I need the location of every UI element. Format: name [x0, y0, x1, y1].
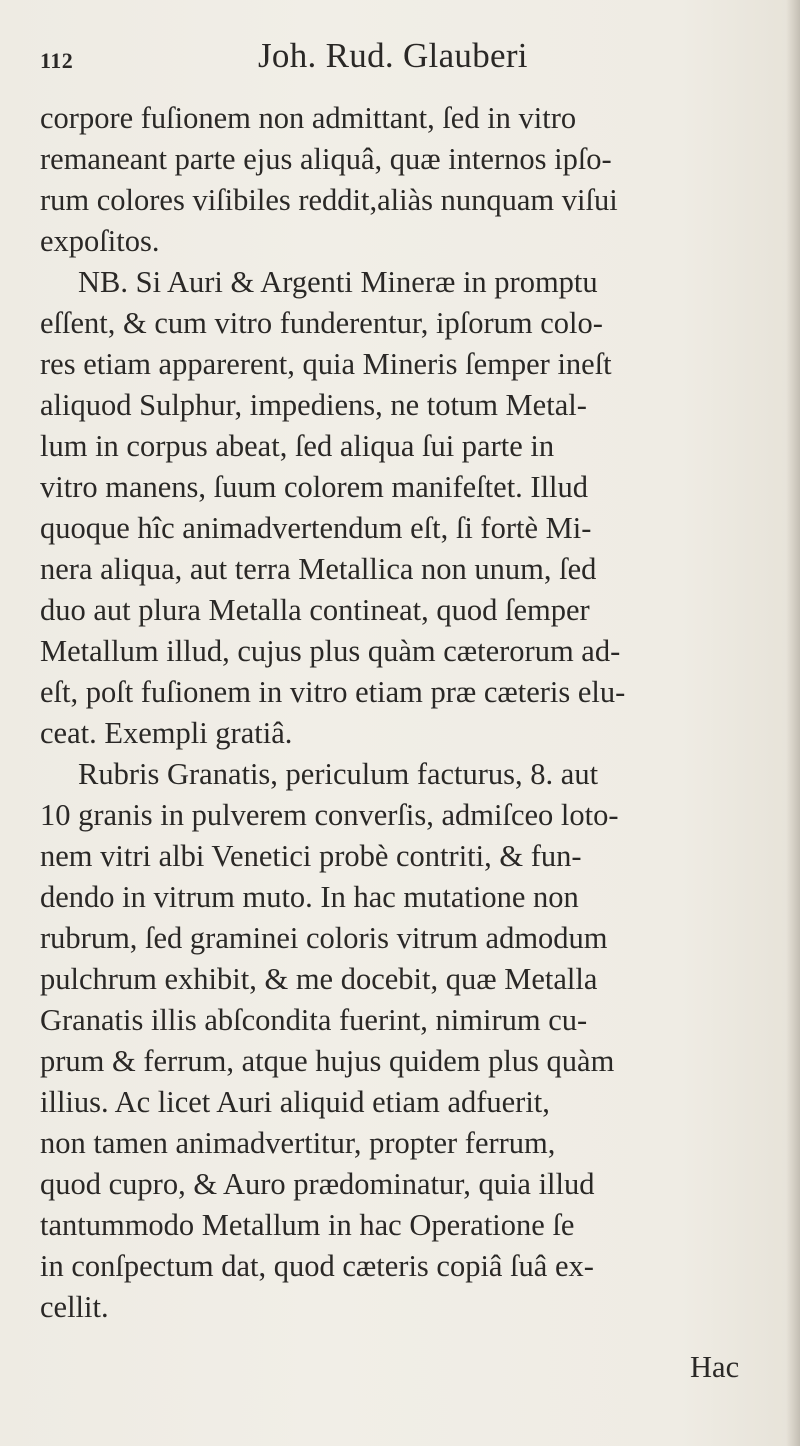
- text-line: cellit.: [40, 1290, 109, 1324]
- text-line: eſt, poſt fuſionem in vitro etiam præ cæteris elu-: [40, 675, 626, 709]
- text-line: aliquod Sulphur, impediens, ne totum Metal-: [40, 388, 587, 422]
- text-line: tantummodo Metallum in hac Operatione ſe: [40, 1208, 575, 1242]
- text-line: in conſpectum dat, quod cæteris copiâ ſuâ ex-: [40, 1249, 594, 1283]
- text-line: non tamen animadvertitur, propter ferrum,: [40, 1126, 556, 1160]
- text-line: rum colores viſibiles reddit,aliàs nunquam viſui: [40, 183, 618, 217]
- text-line: eſſent, & cum vitro funderentur, ipſorum colo-: [40, 306, 603, 340]
- page-edge-shadow: [786, 0, 800, 1446]
- text-line: nera aliqua, aut terra Metallica non unum, ſed: [40, 552, 597, 586]
- text-line: NB. Si Auri & Argenti Mineræ in promptu: [78, 265, 598, 299]
- body-text: [40, 98, 780, 1328]
- text-line: Metallum illud, cujus plus quàm cæterorum ad-: [40, 634, 621, 668]
- catchword: Hac: [690, 1350, 740, 1384]
- text-line: lum in corpus abeat, ſed aliqua ſui parte in: [40, 429, 555, 463]
- text-line: Granatis illis abſcondita fuerint, nimirum cu-: [40, 1003, 588, 1037]
- text-line: corpore fuſionem non admittant, ſed in vitro: [40, 101, 577, 135]
- text-line: expoſitos.: [40, 224, 160, 258]
- text-line: ceat. Exempli gratiâ.: [40, 716, 293, 750]
- text-line: prum & ferrum, atque hujus quidem plus quàm: [40, 1044, 615, 1078]
- text-line: Rubris Granatis, periculum facturus, 8. aut: [78, 757, 599, 791]
- text-line: rubrum, ſed graminei coloris vitrum admodum: [40, 921, 608, 955]
- text-line: res etiam apparerent, quia Mineris ſemper ineſt: [40, 347, 612, 381]
- text-line: remaneant parte ejus aliquâ, quæ internos ipſo-: [40, 142, 612, 176]
- text-line: dendo in vitrum muto. In hac mutatione non: [40, 880, 579, 914]
- text-line: quod cupro, & Auro prædominatur, quia illud: [40, 1167, 595, 1201]
- text-line: pulchrum exhibit, & me docebit, quæ Metalla: [40, 962, 598, 996]
- text-line: nem vitri albi Venetici probè contriti, & fun-: [40, 839, 582, 873]
- text-line: 10 granis in pulverem converſis, admiſceo loto-: [40, 798, 619, 832]
- page-header: [40, 28, 600, 78]
- page-number: 112: [40, 48, 74, 73]
- running-title: Joh. Rud. Glauberi: [258, 36, 528, 75]
- text-line: illius. Ac licet Auri aliquid etiam adfuerit,: [40, 1085, 550, 1119]
- text-line: vitro manens, ſuum colorem manifeſtet. Illud: [40, 470, 589, 504]
- text-line: quoque hîc animadvertendum eſt, ſi fortè Mi-: [40, 511, 592, 545]
- text-line: duo aut plura Metalla contineat, quod ſemper: [40, 593, 590, 627]
